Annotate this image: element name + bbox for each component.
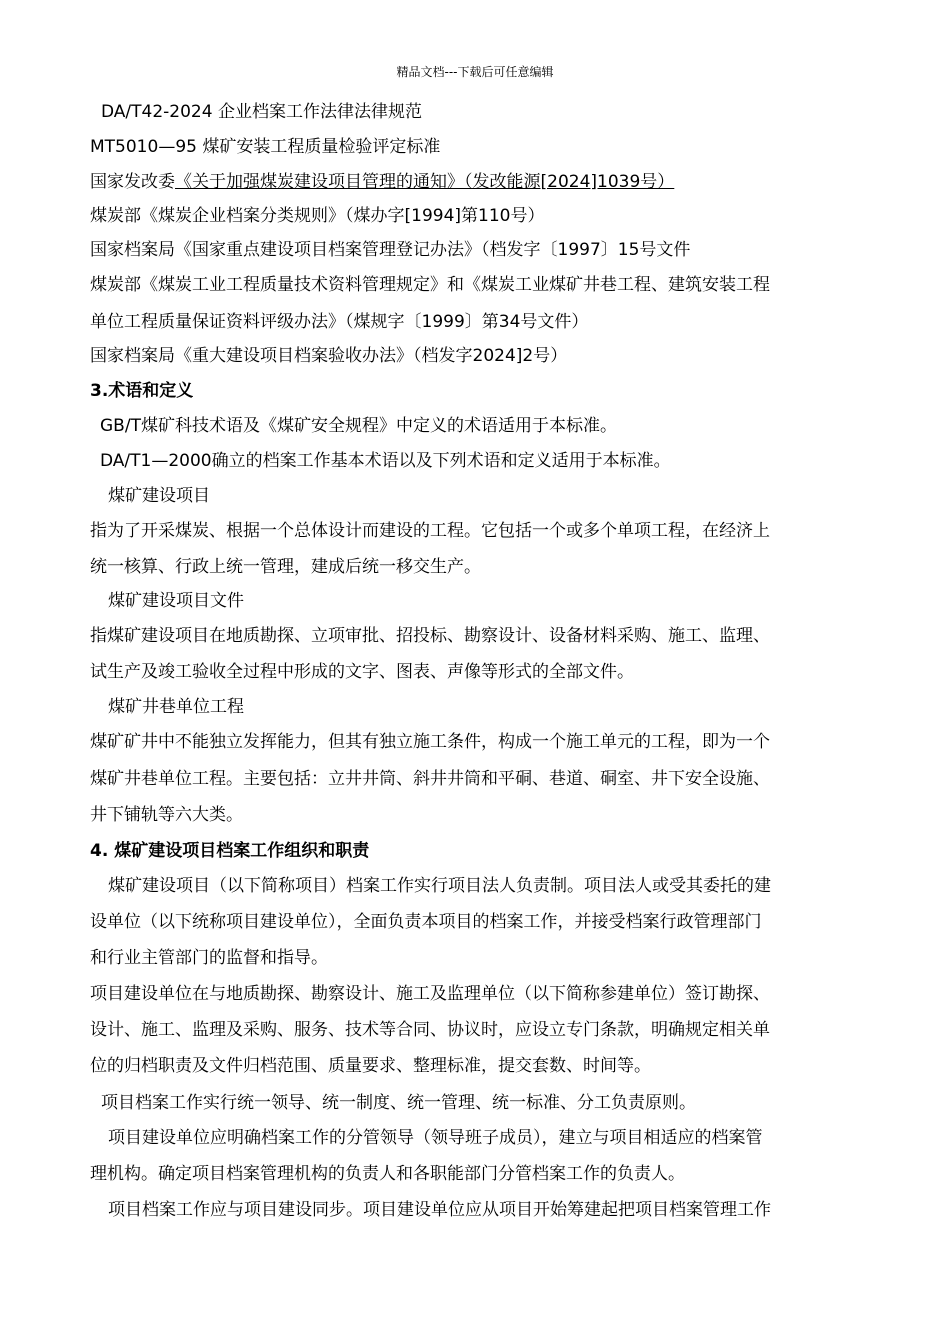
text-line: 单位工程质量保证资料评级办法》（煤规字〔1999〕第34号文件）: [90, 312, 589, 332]
text-line: [90, 171, 865, 193]
text-line: 试生产及竣工验收全过程中形成的文字、图表、声像等形式的全部文件。: [90, 662, 634, 682]
term-title: 煤矿建设项目: [108, 486, 210, 506]
text-line: 煤矿井巷单位工程。主要包括：立井井筒、斜井井筒和平硐、巷道、硐室、井下安全设施、: [90, 769, 770, 789]
text-line: 设计、施工、监理及采购、服务、技术等合同、协议时，应设立专门条款，明确规定相关单: [90, 1020, 770, 1040]
text-line: DA/T1—2000确立的档案工作基本术语以及下列术语和定义适用于本标准。: [100, 451, 671, 471]
underlined-text: 《关于加强煤炭建设项目管理的通知》（发改能源[2024]1039号）: [175, 172, 675, 192]
text-line: 设单位（以下统称项目建设单位），全面负责本项目的档案工作，并接受档案行政管理部门: [90, 912, 762, 932]
text-line: 统一核算、行政上统一管理，建成后统一移交生产。: [90, 557, 481, 577]
text-line: 煤炭部《煤炭工业工程质量技术资料管理规定》和《煤炭工业煤矿井巷工程、建筑安装工程: [90, 275, 770, 295]
text-line: 指煤矿建设项目在地质勘探、立项审批、招投标、勘察设计、设备材料采购、施工、监理、: [90, 626, 770, 646]
text-line: 指为了开采煤炭、根据一个总体设计而建设的工程。它包括一个或多个单项工程，在经济上: [90, 521, 770, 541]
text-line: DA/T42-2024 企业档案工作法律法律规范: [101, 102, 422, 122]
section-heading: 4. 煤矿建设项目档案工作组织和职责: [90, 841, 370, 861]
term-title: 煤矿井巷单位工程: [108, 697, 244, 717]
text-line: 国家档案局《国家重点建设项目档案管理登记办法》（档发字〔1997〕15号文件: [90, 240, 691, 260]
text-line: 位的归档职责及文件归档范围、质量要求、整理标准，提交套数、时间等。: [90, 1056, 651, 1076]
term-title: 煤矿建设项目文件: [108, 591, 244, 611]
text-line: GB/T煤矿科技术语及《煤矿安全规程》中定义的术语适用于本标准。: [100, 416, 617, 436]
text-line: 项目建设单位在与地质勘探、勘察设计、施工及监理单位（以下简称参建单位）签订勘探、: [90, 984, 770, 1004]
text-line-underlined: 国家发改委《关于加强煤炭建设项目管理的通知》（发改能源[2024]1039号）: [90, 172, 675, 192]
text-line: 项目档案工作实行统一领导、统一制度、统一管理、统一标准、分工负责原则。: [101, 1093, 696, 1113]
text-line: 井下铺轨等六大类。: [90, 805, 243, 825]
text-line: 煤矿矿井中不能独立发挥能力，但其有独立施工条件，构成一个施工单元的工程，即为一个: [90, 732, 770, 752]
section-heading: 3.术语和定义: [90, 381, 194, 401]
text-line: 煤炭部《煤炭企业档案分类规则》（煤办字[1994]第110号）: [90, 206, 545, 226]
text-line: 项目建设单位应明确档案工作的分管领导（领导班子成员），建立与项目相适应的档案管: [108, 1128, 763, 1148]
text-line: MT5010—95 煤矿安装工程质量检验评定标准: [90, 137, 441, 157]
text-line: 煤矿建设项目（以下简称项目）档案工作实行项目法人负责制。项目法人或受其委托的建: [108, 876, 771, 896]
text-line: 和行业主管部门的监督和指导。: [90, 948, 328, 968]
text-line: 国家档案局《重大建设项目档案验收办法》（档发字2024]2号）: [90, 346, 568, 366]
page-header: 精品文档---下载后可任意编辑: [396, 65, 554, 79]
text-line: 理机构。确定项目档案管理机构的负责人和各职能部门分管档案工作的负责人。: [90, 1164, 685, 1184]
text-line: 项目档案工作应与项目建设同步。项目建设单位应从项目开始筹建起把项目档案管理工作: [108, 1200, 771, 1220]
